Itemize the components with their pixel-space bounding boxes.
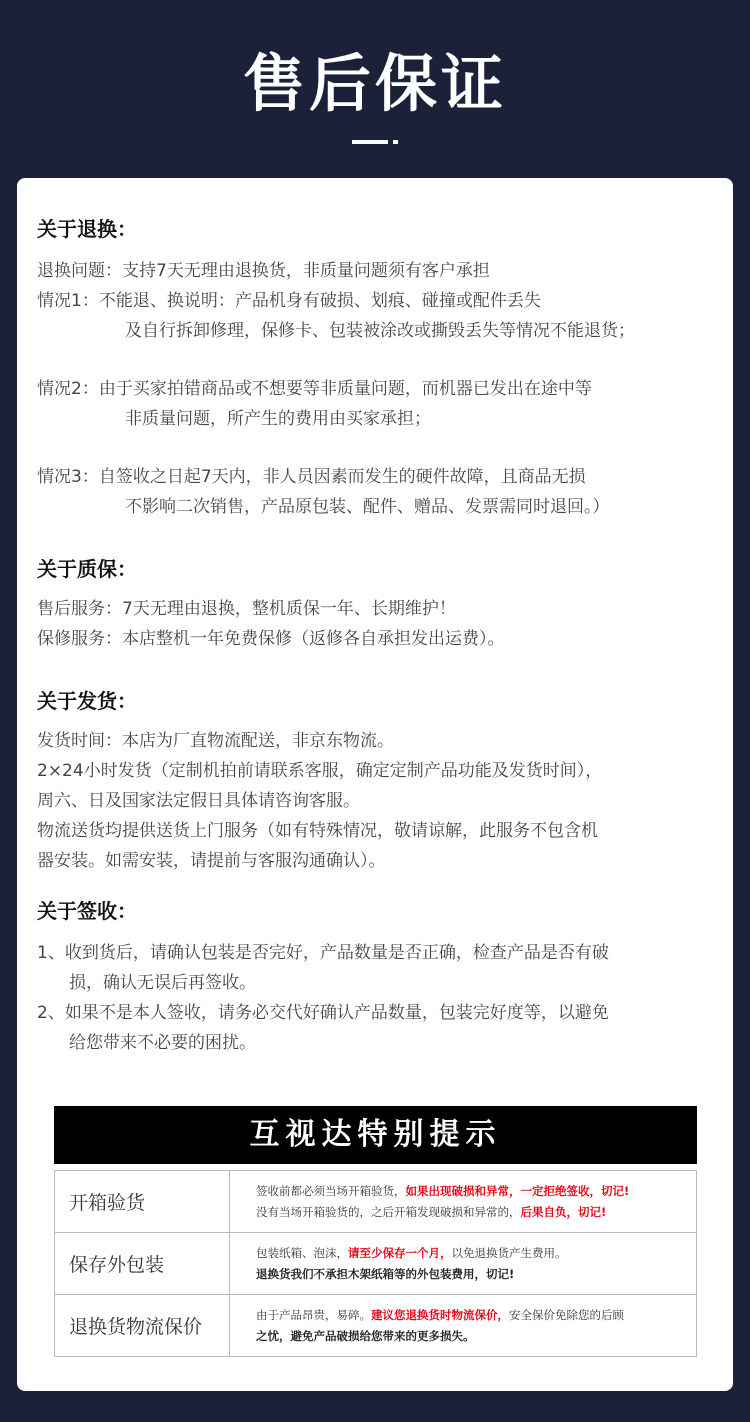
table-row [55, 1295, 697, 1357]
signing-line: 1、收到货后，请确认包装是否完好，产品数量是否正确，检查产品是否有破 [37, 943, 609, 963]
detail-warning: 如果出现破损和异常，一定拒绝签收，切记! [405, 1183, 630, 1198]
returns-line: 情况2：由于买家拍错商品或不想要等非质量问题，而机器已发出在途中等 [37, 379, 592, 399]
returns-section [37, 214, 717, 522]
detail-text: 签收前都必须当场开箱验货， [256, 1183, 406, 1198]
detail-warning: 请至少保存一个月， [348, 1245, 452, 1260]
returns-line: 非质量问题，所产生的费用由买家承担； [125, 409, 431, 429]
table-row [55, 1233, 697, 1295]
detail-text: 退换货我们不承担木架纸箱等的外包装费用，切记! [256, 1266, 515, 1281]
returns-line: 情况3：自签收之日起7天内，非人员因素而发生的硬件故障，且商品无损 [37, 467, 586, 487]
detail-text: 之忧，避免产品破损给您带来的更多损失。 [256, 1328, 475, 1343]
warranty-section [37, 554, 717, 654]
detail-text: 安全保价免除您的后顾 [509, 1307, 624, 1322]
shipping-line: 周六、日及国家法定假日具体请咨询客服。 [37, 791, 360, 811]
returns-heading: 关于退换： [37, 217, 137, 241]
signing-heading: 关于签收： [37, 899, 137, 923]
shipping-line: 器安装。如需安装，请提前与客服沟通确认）。 [37, 851, 386, 871]
detail-text: 由于产品昂贵，易碎。 [256, 1307, 371, 1322]
row-label: 退换货物流保价 [55, 1295, 230, 1357]
returns-line: 退换问题：支持7天无理由退换货，非质量问题须有客户承担 [37, 261, 490, 281]
row-label: 保存外包装 [55, 1233, 230, 1295]
notice-table [54, 1170, 697, 1357]
detail-text: 没有当场开箱验货的，之后开箱发现破损和异常的， [256, 1204, 521, 1219]
table-row [55, 1171, 697, 1233]
signing-line: 损，确认无误后再签收。 [69, 973, 256, 993]
content-card [17, 178, 733, 1391]
shipping-section [37, 686, 717, 876]
signing-line: 2、如果不是本人签收，请务必交代好确认产品数量，包装完好度等，以避免 [37, 1003, 609, 1023]
warranty-line: 售后服务：7天无理由退换，整机质保一年、长期维护！ [37, 599, 456, 619]
page-title: 售后保证 [242, 47, 507, 120]
title-underline-dot [393, 140, 398, 144]
returns-line: 情况1：不能退、换说明：产品机身有破损、划痕、碰撞或配件丢失 [37, 291, 541, 311]
notice-banner: 互视达特别提示 [54, 1106, 697, 1164]
detail-warning: 后果自负，切记! [520, 1204, 607, 1219]
returns-line: 不影响二次销售，产品原包装、配件、赠品、发票需同时退回。） [125, 497, 610, 517]
shipping-line: 物流送货均提供送货上门服务（如有特殊情况，敬请谅解，此服务不包含机 [37, 821, 598, 841]
shipping-line: 2×24小时发货（定制机拍前请联系客服，确定定制产品功能及发货时间）， [37, 761, 603, 781]
row-detail [230, 1295, 697, 1357]
warranty-line: 保修服务：本店整机一年免费保修（返修各自承担发出运费）。 [37, 629, 505, 649]
detail-text: 包装纸箱、泡沫， [256, 1245, 348, 1260]
row-detail [230, 1171, 697, 1233]
row-detail [230, 1233, 697, 1295]
signing-section [37, 896, 717, 1058]
signing-line: 给您带来不必要的困扰。 [69, 1033, 256, 1053]
warranty-heading: 关于质保： [37, 557, 137, 581]
title-underline [352, 140, 388, 144]
detail-text: 以免退换货产生费用。 [451, 1245, 567, 1260]
row-label: 开箱验货 [55, 1171, 230, 1233]
shipping-heading: 关于发货： [37, 689, 137, 713]
shipping-line: 发货时间：本店为厂直物流配送，非京东物流。 [37, 731, 394, 751]
detail-warning: 建议您退换货时物流保价， [371, 1307, 509, 1322]
returns-line: 及自行拆卸修理，保修卡、包装被涂改或撕毁丢失等情况不能退货； [125, 321, 635, 341]
